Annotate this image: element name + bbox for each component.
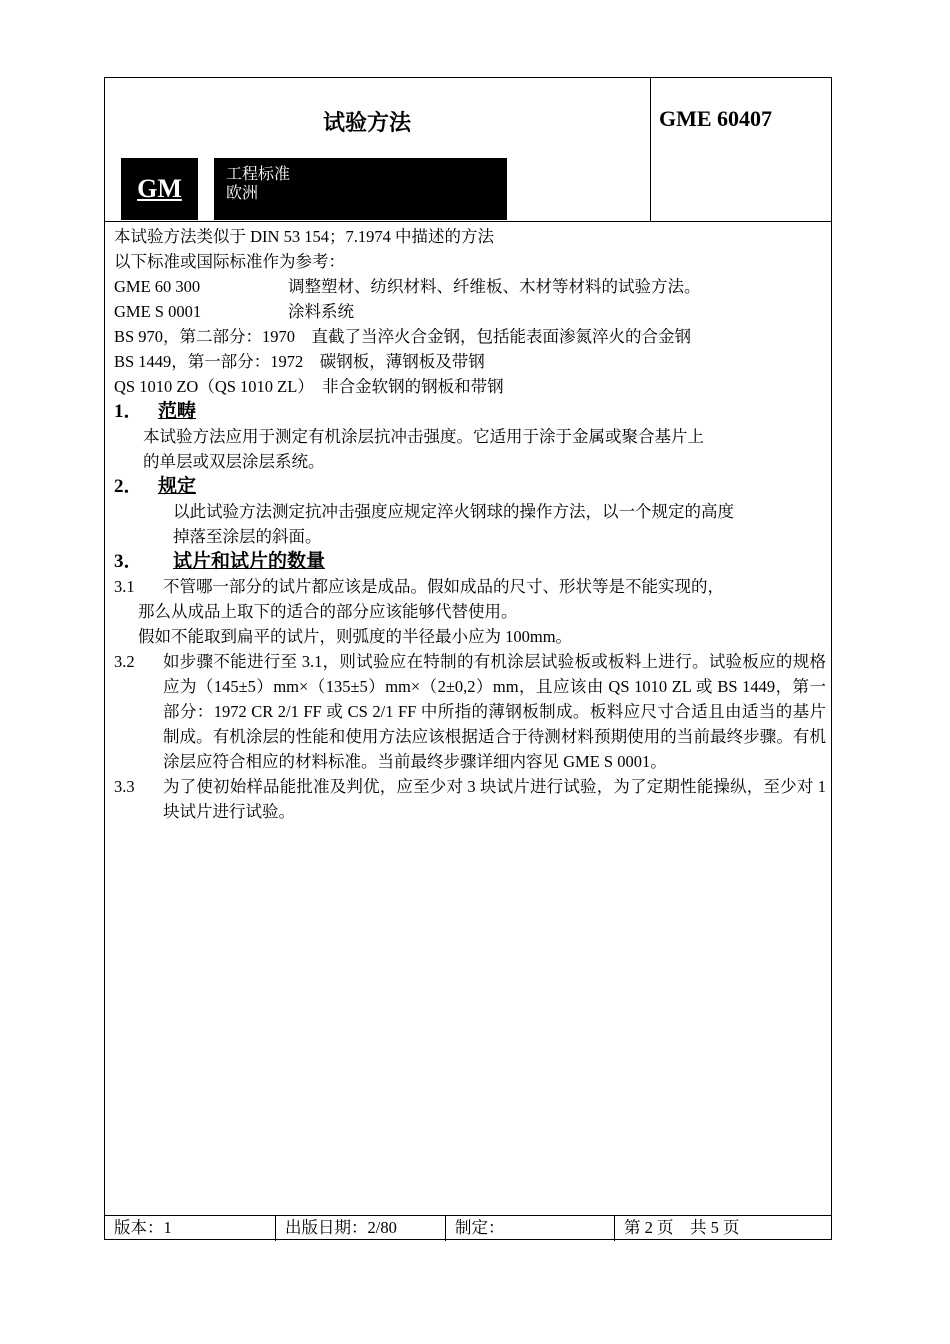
section-heading-rules: [114, 474, 826, 499]
paragraph-line: 那么从成品上取下的适合的部分应该能够代替使用。: [138, 602, 518, 621]
reference-item: BS 1449，第一部分：1972 碳钢板，薄钢板及带钢: [114, 352, 485, 371]
reference-item: QS 1010 ZO（QS 1010 ZL） 非合金软钢的钢板和带钢: [114, 377, 504, 396]
reference-code: GME S 0001: [114, 302, 202, 321]
footer-bar: [105, 1215, 831, 1241]
clause-number: 3.2: [114, 652, 135, 671]
section-number: 3．: [114, 551, 143, 572]
reference-item: [114, 299, 826, 324]
header-left: [105, 78, 650, 221]
reference-desc: 涂料系统: [288, 302, 354, 321]
section-heading-scope: [114, 399, 826, 424]
document-frame: [104, 77, 832, 1240]
reference-item: [114, 274, 826, 299]
document-number: GME 60407: [659, 106, 773, 131]
intro-line: 本试验方法类似于 DIN 53 154；7.1974 中描述的方法: [114, 227, 494, 246]
section-heading-specimens: [114, 549, 826, 574]
paragraph-line: 的单层或双层涂层系统。: [143, 452, 325, 471]
paragraph-line: 假如不能取到扁平的试片，则弧度的半径最小应为 100mm。: [138, 627, 573, 646]
engineering-standard-banner: [214, 158, 507, 220]
clause-number: 3.3: [114, 777, 135, 796]
clause-3-2: [114, 649, 826, 774]
section-title: 试片和试片的数量: [173, 551, 326, 572]
paragraph-line: 掉落至涂层的斜面。: [173, 527, 322, 546]
banner-line-2: 欧洲: [226, 183, 259, 202]
header-right: [650, 78, 832, 221]
paragraph-line: 本试验方法应用于测定有机涂层抗冲击强度。它适用于涂于金属或聚合基片上: [143, 427, 704, 446]
footer-version: 版本：1: [114, 1218, 172, 1237]
page-title: 试验方法: [322, 110, 411, 135]
gm-logo: GM: [121, 158, 198, 220]
header-divider: [105, 221, 831, 222]
paragraph-line: 以此试验方法测定抗冲击强度应规定淬火钢球的操作方法，以一个规定的高度: [173, 502, 734, 521]
clause-3-3: [114, 774, 826, 824]
clause-text: 为了使初始样品能批准及判优，应至少对 3 块试片进行试验，为了定期性能操纵，至少对 1 块试片进行试验。: [163, 777, 826, 821]
section-title: 规定: [158, 476, 197, 497]
clause-text: 如步骤不能进行至 3.1，则试验应在特制的有机涂层试验板或板料上进行。试验板应的规格应为（145±5）mm×（135±5）mm×（2±0,2）mm，且应该由 QS 1010 ZL 或 BS 1449，第一部分：1972 CR 2/1 FF 或 CS 2/1 FF 中所指的薄钢板制成。板料应尺寸合适且由适当的基片制成。有机涂层的性能和使用方法应该根据适合于待测材料预期使用的当前最终步骤。有机涂层应符合相应的材料标准。当前最终步骤详细内容见 GME S 0001。: [163, 652, 826, 771]
clause-number: 3.1: [114, 577, 135, 596]
footer-date: 出版日期：2/80: [275, 1216, 445, 1241]
footer-page: 第 2 页 共 5 页: [614, 1216, 831, 1241]
reference-code: GME 60 300: [114, 277, 201, 296]
reference-desc: 调整塑材、纺织材料、纤维板、木材等材料的试验方法。: [288, 277, 701, 296]
section-number: 2．: [114, 476, 143, 497]
banner-line-1: 工程标准: [226, 164, 291, 183]
clause-3-1: [114, 574, 826, 599]
section-number: 1．: [114, 401, 143, 422]
intro-line: 以下标准或国际标准作为参考：: [114, 252, 345, 271]
clause-text: 不管哪一部分的试片都应该是成品。假如成品的尺寸、形状等是不能实现的，: [163, 577, 724, 596]
reference-item: BS 970，第二部分：1970 直截了当淬火合金钢，包括能表面渗氮淬火的合金钢: [114, 327, 692, 346]
document-body: [114, 224, 826, 824]
section-title: 范畴: [158, 401, 197, 422]
footer-author: 制定：: [445, 1216, 614, 1241]
